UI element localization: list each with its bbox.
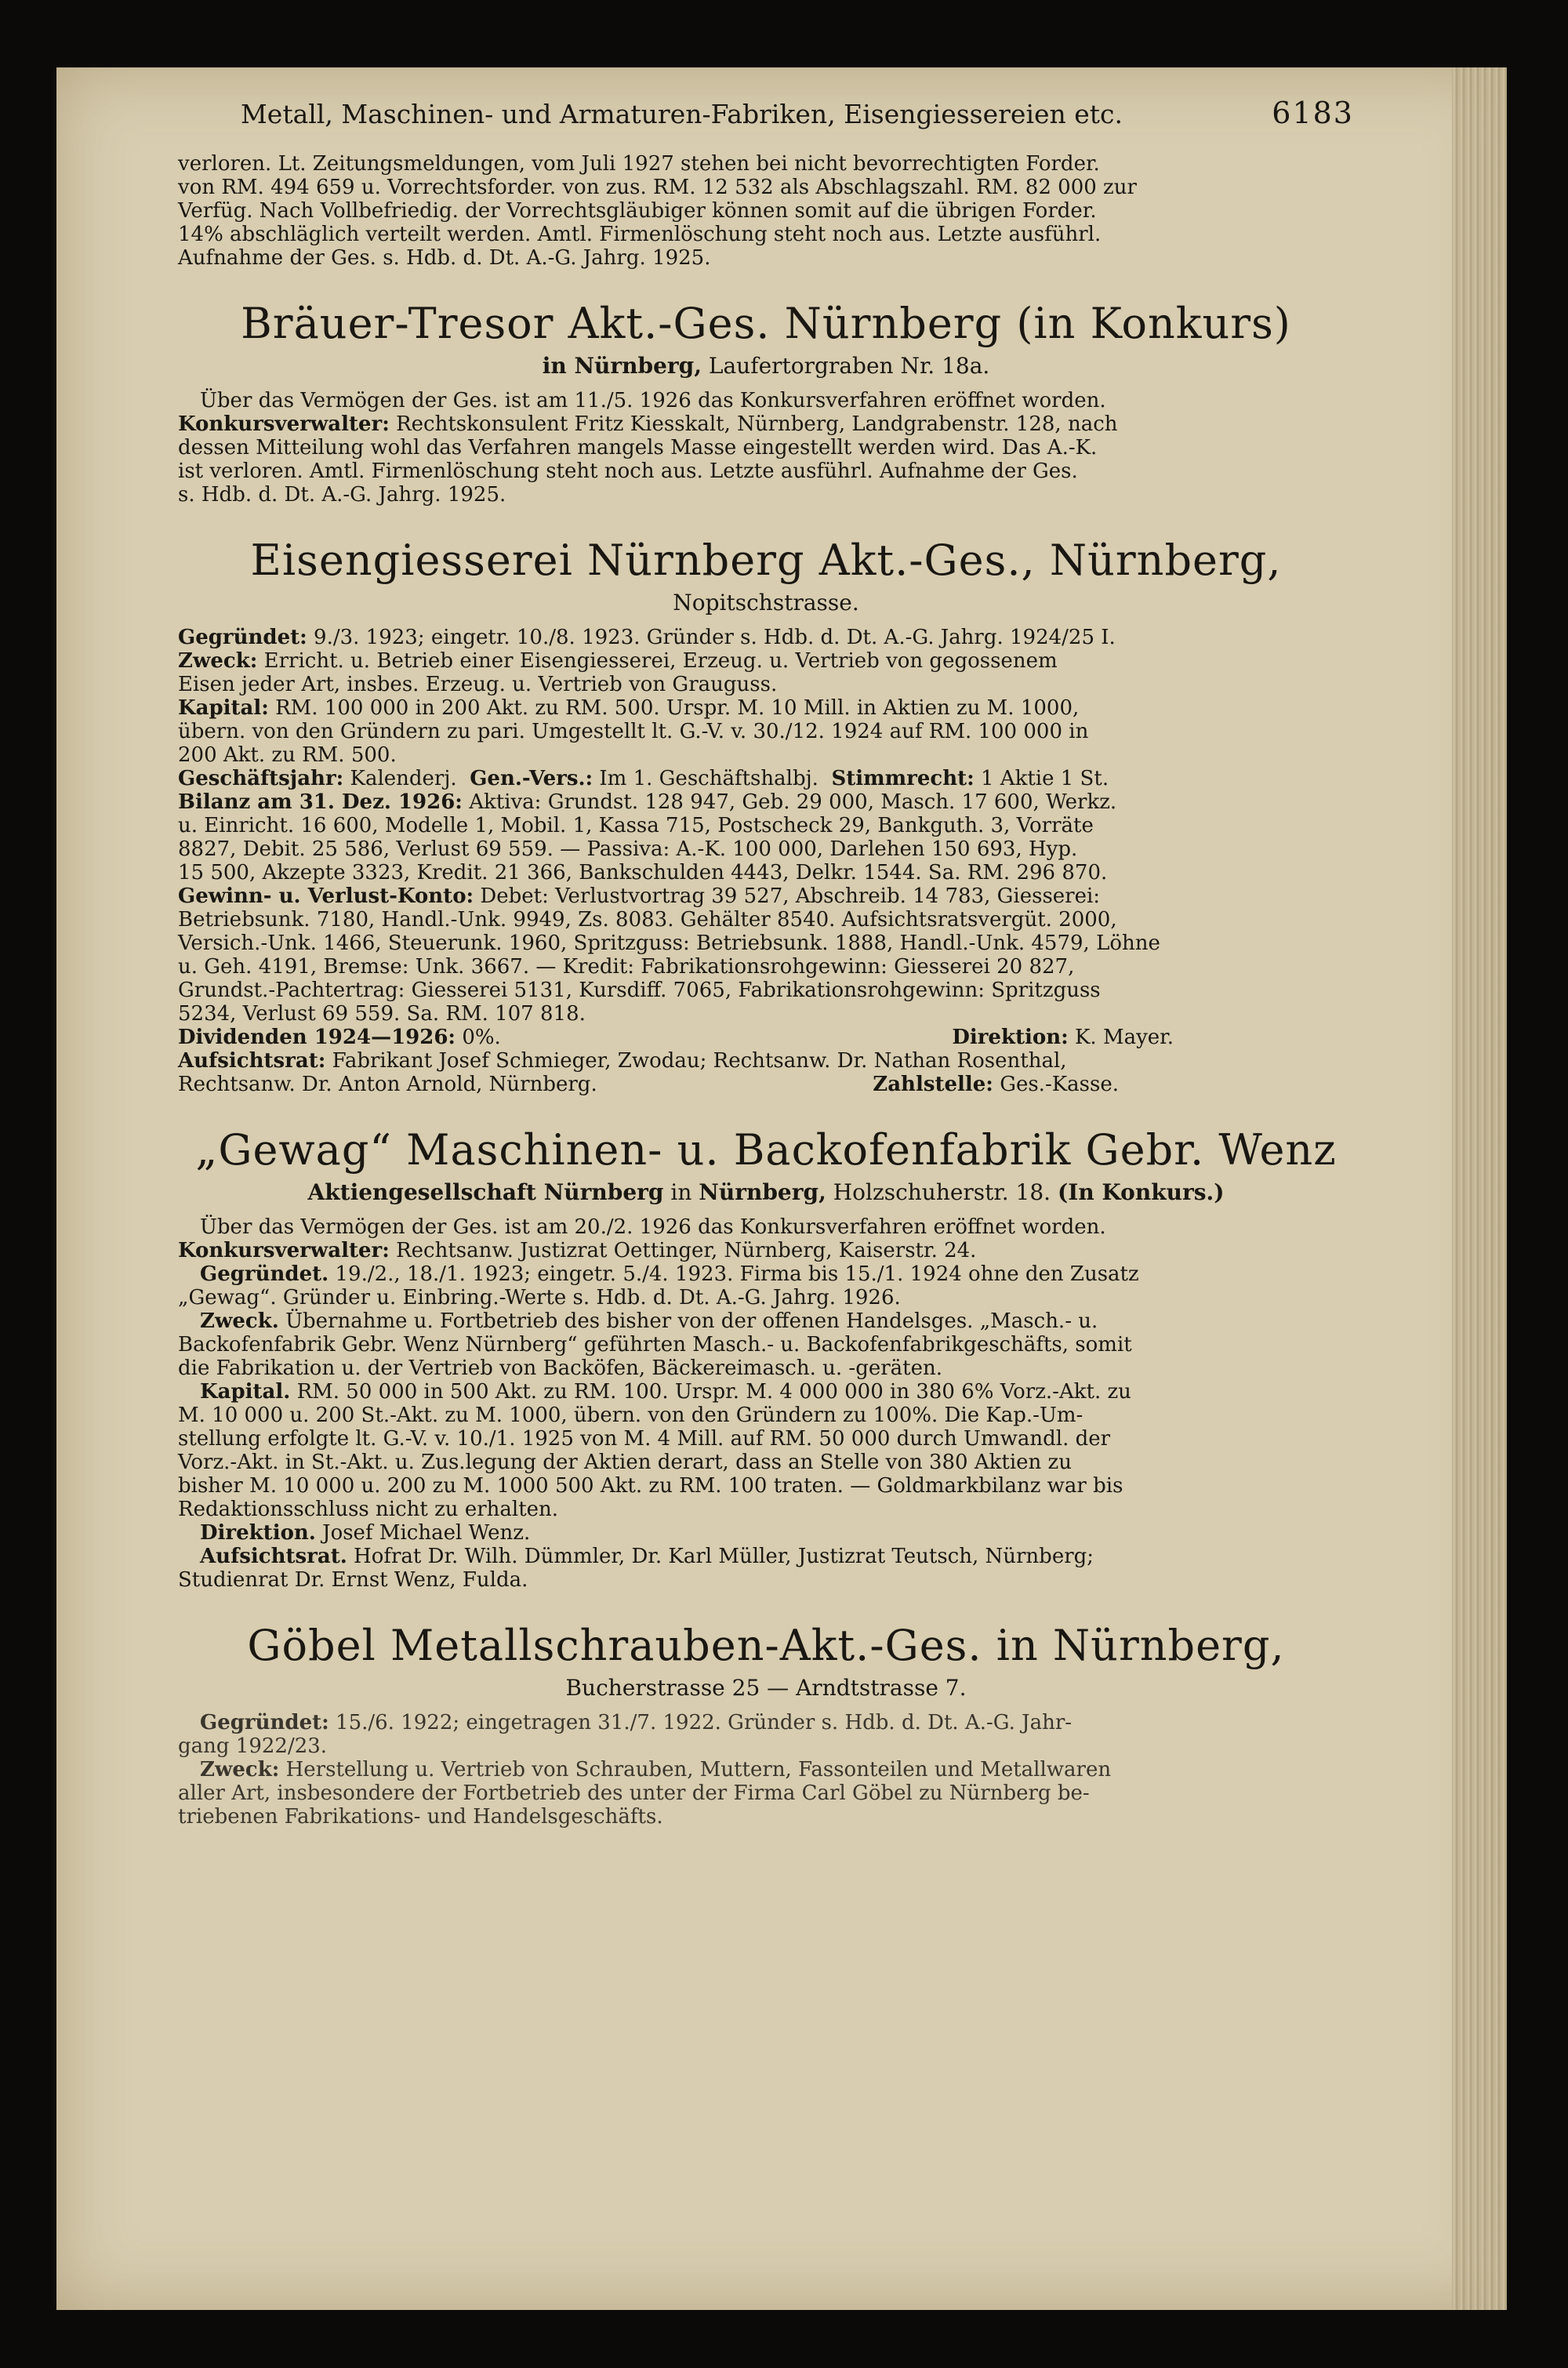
field-label: Gegründet: <box>178 626 307 649</box>
text-line: von RM. 494 659 u. Vorrechtsforder. von zus. RM. 12 532 als Abschlagszahl. RM. 82 000 zur <box>178 176 1137 199</box>
field-label: Bilanz am 31. Dez. 1926: <box>178 790 463 814</box>
text-line <box>178 1521 1354 1545</box>
text-line: 5234, Verlust 69 559. Sa. RM. 107 818. <box>178 1002 586 1026</box>
field-label: Gen.-Vers.: <box>470 767 593 790</box>
text-line: triebenen Fabrikations- und Handelsgeschäfts. <box>178 1805 663 1829</box>
address-company: Aktiengesellschaft Nürnberg <box>307 1179 664 1205</box>
direction-line <box>952 1026 1174 1049</box>
field-label: Direktion: <box>952 1026 1069 1049</box>
text-line: u. Geh. 4191, Bremse: Unk. 3667. — Kredit: Fabrikationsrohgewinn: Giesserei 20 827, <box>178 955 1075 979</box>
text-line <box>178 1309 1354 1333</box>
field-label: Stimmrecht: <box>831 767 975 790</box>
company-title: Göbel Metallschrauben-Akt.-Ges. in Nürnberg, <box>247 1621 1285 1670</box>
address-city: in Nürnberg, <box>542 353 702 379</box>
text-line: 8827, Debit. 25 586, Verlust 69 559. — Passiva: A.-K. 100 000, Darlehen 150 693, Hyp. <box>178 837 1078 861</box>
field-value: Rechtsanw. Dr. Anton Arnold, Nürnberg. <box>178 1073 597 1096</box>
field-label: Geschäftsjahr: <box>178 767 344 790</box>
text-line: s. Hdb. d. Dt. A.-G. Jahrg. 1925. <box>178 483 506 507</box>
field-label: Kapital: <box>178 696 269 720</box>
text-line <box>178 1758 1354 1781</box>
text-line <box>178 1545 1354 1568</box>
company-address: Nopitschstrasse. <box>673 590 859 616</box>
text-line: ist verloren. Amtl. Firmenlöschung steht noch aus. Letzte ausführl. Aufnahme der Ges. <box>178 459 1078 483</box>
field-value: K. Mayer. <box>1075 1026 1174 1049</box>
dividend-line <box>178 1026 501 1049</box>
field-label: Zweck: <box>178 649 258 673</box>
text-line: 15 500, Akzepte 3323, Kredit. 21 366, Bankschulden 4443, Delkr. 1544. Sa. RM. 296 870. <box>178 861 1108 884</box>
text-line: die Fabrikation u. der Vertrieb von Backöfen, Bäckereimasch. u. -geräten. <box>178 1357 942 1380</box>
text-line: Backofenfabrik Gebr. Wenz Nürnberg“ geführten Masch.- u. Backofenfabrikgeschäfts, somit <box>178 1333 1132 1357</box>
field-value: 15./6. 1922; eingetragen 31./7. 1922. Gründer s. Hdb. d. Dt. A.-G. Jahr- <box>336 1711 1073 1734</box>
text-line: 200 Akt. zu RM. 500. <box>178 743 397 767</box>
text-line: Vorz.-Akt. in St.-Akt. u. Zus.legung der Aktien derart, dass an Stelle von 380 Aktien zu <box>178 1451 1073 1474</box>
text-line: Über das Vermögen der Ges. ist am 11./5. 1926 das Konkursverfahren eröffnet worden. <box>200 389 1106 412</box>
text-line <box>178 790 1354 814</box>
field-label: Gewinn- u. Verlust-Konto: <box>178 884 474 908</box>
text-line <box>178 1262 1354 1286</box>
company-address <box>178 353 1354 380</box>
bankruptcy-note: (In Konkurs.) <box>1057 1179 1225 1205</box>
text-line: dessen Mitteilung wohl das Verfahren mangels Masse eingestellt werden wird. Das A.-K. <box>178 436 1098 459</box>
text-line: Über das Vermögen der Ges. ist am 20./2. 1926 das Konkursverfahren eröffnet worden. <box>200 1215 1106 1239</box>
text-line: gang 1922/23. <box>178 1734 328 1758</box>
company-address <box>178 1179 1354 1206</box>
text-line <box>178 1073 1354 1096</box>
field-label: Gegründet. <box>200 1262 329 1286</box>
company-title: Bräuer-Tresor Akt.-Ges. Nürnberg (in Konkurs) <box>241 299 1291 348</box>
field-value: Debet: Verlustvortrag 39 527, Abschreib. 14 783, Giesserei: <box>480 884 1101 908</box>
text-line: Redaktionsschluss nicht zu erhalten. <box>178 1498 559 1521</box>
text-line: „Gewag“. Gründer u. Einbring.-Werte s. Hdb. d. Dt. A.-G. Jahrg. 1926. <box>178 1286 901 1309</box>
text-line: Aufnahme der Ges. s. Hdb. d. Dt. A.-G. Jahrg. 1925. <box>178 246 711 270</box>
text-line: Studienrat Dr. Ernst Wenz, Fulda. <box>178 1568 528 1592</box>
text-line <box>178 1380 1354 1404</box>
text-line <box>178 1711 1354 1734</box>
field-label: Konkursverwalter: <box>178 1239 390 1262</box>
field-label: Zahlstelle: <box>873 1073 993 1096</box>
text-line <box>178 412 1354 436</box>
field-value: Herstellung u. Vertrieb von Schrauben, Muttern, Fassonteilen und Metallwaren <box>285 1758 1112 1781</box>
text-line: übern. von den Gründern zu pari. Umgestellt lt. G.-V. v. 30./12. 1924 auf RM. 100 000 in <box>178 720 1089 743</box>
text-line <box>178 696 1354 720</box>
field-label: Konkursverwalter: <box>178 412 390 436</box>
text-line: Grundst.-Pachtertrag: Giesserei 5131, Kursdiff. 7065, Fabrikationsrohgewinn: Spritzguss <box>178 979 1101 1002</box>
text-line: Versich.-Unk. 1466, Steuerunk. 1960, Spritzguss: Betriebsunk. 1888, Handl.-Unk. 4579, Löhne <box>178 932 1160 955</box>
field-value: Josef Michael Wenz. <box>322 1521 531 1545</box>
address-city: Nürnberg, <box>699 1179 826 1205</box>
field-label: Gegründet: <box>200 1711 329 1734</box>
field-value: 19./2., 18./1. 1923; eingetr. 5./4. 1923. Firma bis 15./1. 1924 ohne den Zusatz <box>335 1262 1139 1286</box>
text-line: bisher M. 10 000 u. 200 zu M. 1000 500 Akt. zu RM. 100 traten. — Goldmarkbilanz war bis <box>178 1474 1123 1498</box>
document-page <box>56 67 1507 2310</box>
field-value: Ges.-Kasse. <box>1000 1073 1119 1096</box>
text-line: Eisen jeder Art, insbes. Erzeug. u. Vertrieb von Grauguss. <box>178 673 778 696</box>
address-street: Holzschuherstr. 18. <box>833 1179 1051 1205</box>
company-title: „Gewag“ Maschinen- u. Backofenfabrik Gebr. Wenz <box>195 1125 1337 1175</box>
text-line <box>178 626 1354 649</box>
address-street: Laufertorgraben Nr. 18a. <box>708 353 990 379</box>
field-value: Fabrikant Josef Schmieger, Zwodau; Rechtsanw. Dr. Nathan Rosenthal, <box>332 1049 1067 1073</box>
address-in: in <box>670 1179 692 1205</box>
field-value: RM. 50 000 in 500 Akt. zu RM. 100. Urspr. M. 4 000 000 in 380 6% Vorz.-Akt. zu <box>296 1380 1131 1404</box>
field-value: Übernahme u. Fortbetrieb des bisher von der offenen Handelsges. „Masch.- u. <box>285 1309 1098 1333</box>
field-label: Zweck. <box>200 1309 279 1333</box>
field-value: RM. 100 000 in 200 Akt. zu RM. 500. Urspr. M. 10 Mill. in Aktien zu M. 1000, <box>275 696 1080 720</box>
field-label: Dividenden 1924—1926: <box>178 1026 456 1049</box>
field-value: 1 Aktie 1 St. <box>981 767 1109 790</box>
field-label: Zweck: <box>200 1758 280 1781</box>
field-value: 0%. <box>462 1026 501 1049</box>
running-header <box>178 97 1354 130</box>
field-value: Kalenderj. <box>350 767 457 790</box>
company-title: Eisengiesserei Nürnberg Akt.-Ges., Nürnberg, <box>250 536 1282 585</box>
paying-agent-line <box>873 1073 1119 1096</box>
page-number: 6183 <box>1272 96 1354 130</box>
intro-paragraph <box>178 152 1354 270</box>
text-line: Betriebsunk. 7180, Handl.-Unk. 9949, Zs. 8083. Gehälter 8540. Aufsichtsratsvergüt. 2000, <box>178 908 1117 932</box>
field-value: Rechtskonsulent Fritz Kiesskalt, Nürnberg, Landgrabenstr. 128, nach <box>396 412 1118 436</box>
company-address: Bucherstrasse 25 — Arndtstrasse 7. <box>565 1675 967 1701</box>
field-value: Hofrat Dr. Wilh. Dümmler, Dr. Karl Müller, Justizrat Teutsch, Nürnberg; <box>354 1545 1094 1568</box>
text-line <box>178 767 1354 790</box>
text-line: M. 10 000 u. 200 St.-Akt. zu M. 1000, übern. von den Gründern zu 100%. Die Kap.-Um- <box>178 1404 1083 1427</box>
text-line: aller Art, insbesondere der Fortbetrieb des unter der Firma Carl Göbel zu Nürnberg be- <box>178 1781 1090 1805</box>
field-label: Direktion. <box>200 1521 316 1545</box>
text-line: 14% abschläglich verteilt werden. Amtl. Firmenlöschung steht noch aus. Letzte ausführl. <box>178 223 1102 246</box>
page-edge <box>1452 67 1507 2310</box>
text-line <box>178 1239 1354 1262</box>
text-line: stellung erfolgte lt. G.-V. v. 10./1. 1925 von M. 4 Mill. auf RM. 50 000 durch Umwandl. der <box>178 1427 1111 1451</box>
field-label: Kapital. <box>200 1380 291 1404</box>
page-content <box>178 91 1354 1829</box>
field-value: Erricht. u. Betrieb einer Eisengiesserei, Erzeug. u. Vertrieb von gegossenem <box>263 649 1058 673</box>
text-line: Verfüg. Nach Vollbefriedig. der Vorrechtsgläubiger können somit auf die übrigen Forder. <box>178 199 1097 223</box>
text-line <box>178 649 1354 673</box>
field-label: Aufsichtsrat. <box>200 1545 347 1568</box>
text-line: u. Einricht. 16 600, Modelle 1, Mobil. 1, Kassa 715, Postscheck 29, Bankguth. 3, Vorräte <box>178 814 1094 837</box>
field-value: Rechtsanw. Justizrat Oettinger, Nürnberg, Kaiserstr. 24. <box>396 1239 977 1262</box>
text-line: verloren. Lt. Zeitungsmeldungen, vom Juli 1927 stehen bei nicht bevorrechtigten Forder. <box>178 152 1100 176</box>
field-value: Im 1. Geschäftshalbj. <box>599 767 818 790</box>
field-value: Aktiva: Grundst. 128 947, Geb. 29 000, Masch. 17 600, Werkz. <box>469 790 1117 814</box>
text-line <box>178 1049 1354 1073</box>
text-line <box>178 884 1354 908</box>
field-label: Aufsichtsrat: <box>178 1049 326 1073</box>
header-title: Metall, Maschinen- und Armaturen-Fabriken, Eisengiessereien etc. <box>241 99 1123 129</box>
field-value: 9./3. 1923; eingetr. 10./8. 1923. Gründer s. Hdb. d. Dt. A.-G. Jahrg. 1924/25 I. <box>314 626 1116 649</box>
text-line <box>178 1026 1354 1049</box>
